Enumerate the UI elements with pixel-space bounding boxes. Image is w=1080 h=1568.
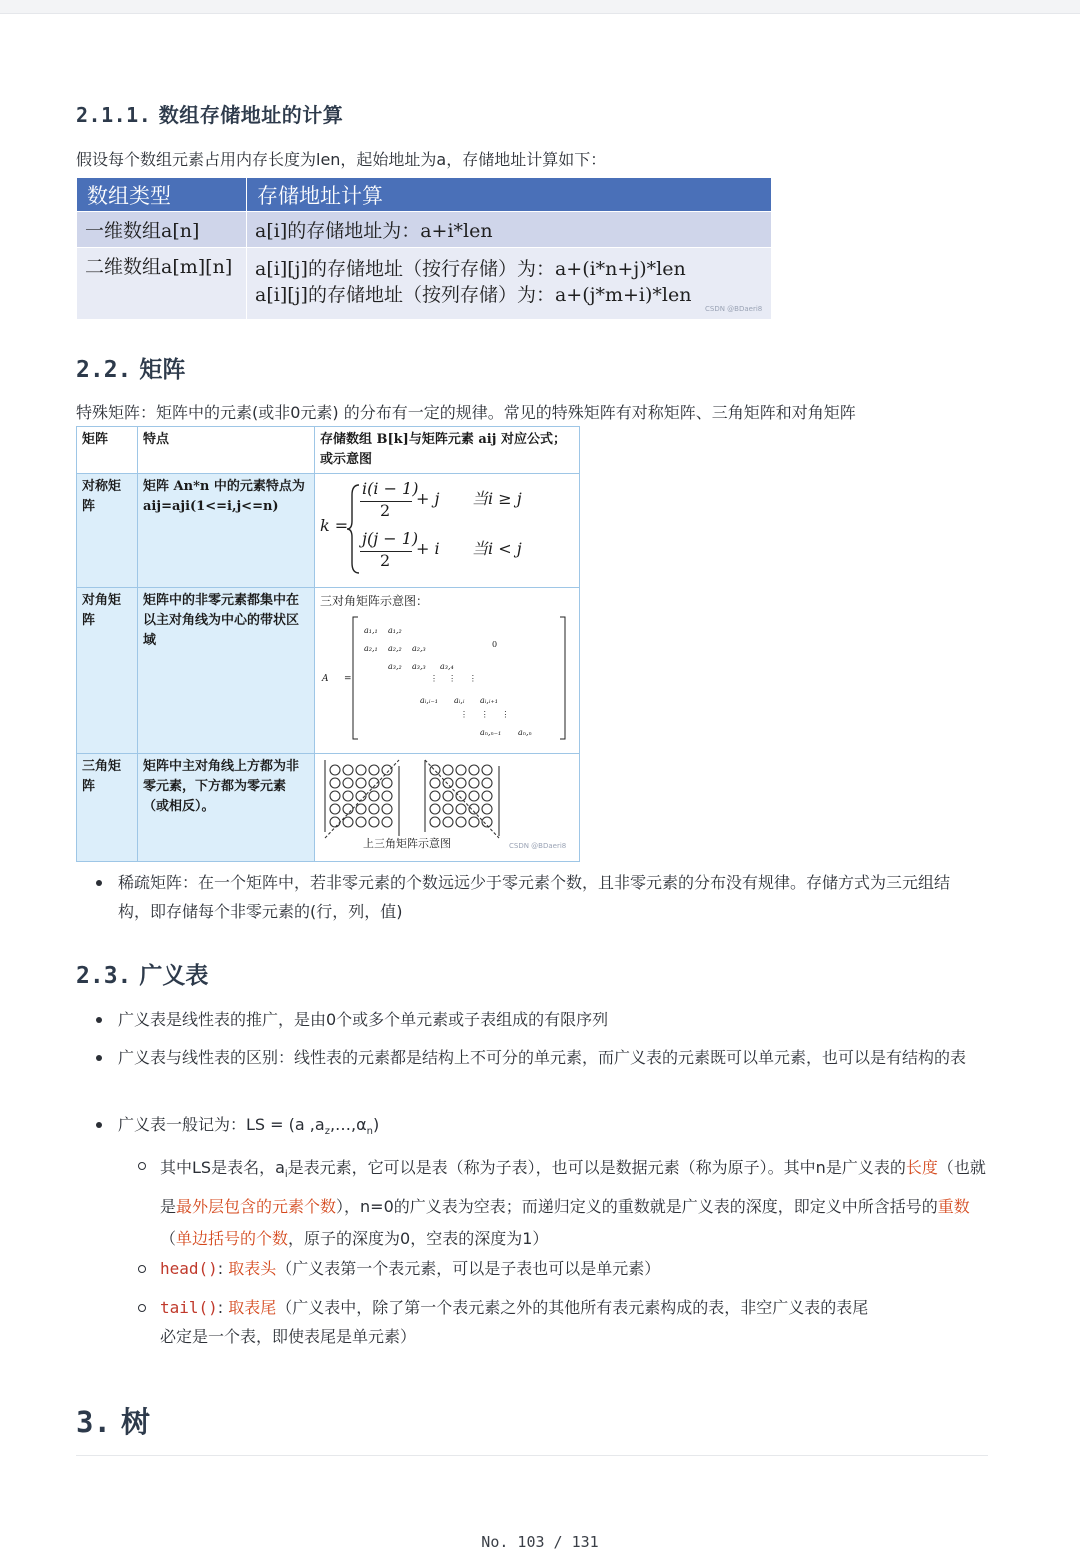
table-header: 矩阵 xyxy=(77,427,138,474)
table-cell xyxy=(247,248,772,320)
condition-1: 当i ≥ j xyxy=(472,489,522,508)
section-title: 矩阵 xyxy=(139,357,186,383)
section-number: 3. xyxy=(76,1405,111,1439)
highlight-depth: 重数 xyxy=(937,1197,970,1217)
numerator-2: j(j − 1) xyxy=(362,529,419,548)
page-number: No. 103 / 131 xyxy=(481,1533,599,1551)
gl-sub-head xyxy=(160,1254,988,1283)
table-header: 存储数组 B[k]与矩阵元素 aij 对应公式；或示意图 xyxy=(315,427,580,474)
highlight-head: 取表头 xyxy=(228,1259,277,1278)
element-a33: a₃,₃ xyxy=(412,662,426,671)
text-span: （ xyxy=(160,1229,177,1249)
element-ann-1: aₙ,ₙ₋₁ xyxy=(480,728,502,737)
element-aii+1: aᵢ,ᵢ₊₁ xyxy=(480,696,498,705)
element-a34: a₃,₄ xyxy=(440,662,454,671)
notation-end: ) xyxy=(373,1115,380,1134)
table-cell: 三角矩阵 xyxy=(77,754,138,862)
matrix-intro: 特殊矩阵：矩阵中的元素(或非0元素) 的分布有一定的规律。常见的特殊矩阵有对称矩阵、三角矩阵和对角矩阵 xyxy=(76,403,856,422)
plus-term-1: + j xyxy=(416,489,440,508)
element-a32: a₃,₂ xyxy=(388,662,402,671)
intro-paragraph: 假设每个数组元素占用内存长度为len，起始地址为a，存储地址计算如下： xyxy=(76,150,607,169)
text-span: （广义表第一个表元素，可以是子表也可以是单元素） xyxy=(276,1259,661,1278)
numerator-1: i(i − 1) xyxy=(362,479,419,498)
gl-sub-1: 其中LS是表名，$a_i$是表元素，它可以是表（称为子表），也可以是数据元素（称为原子）。其中n是广义表的长度（也就是最外层包含的元素个数），n=0的广义表为空表；而递归定义的重数就是广义表的深度，即定义中所含括号的重数（单边括号的个数，原子的深度为0，空表的深度为1） xyxy=(160,1158,986,1249)
text-span: 义表的 xyxy=(857,1158,906,1177)
element-a12: a₁,₂ xyxy=(388,626,402,635)
section-heading-2-3 xyxy=(76,957,208,990)
plus-term-2: + i xyxy=(416,539,440,558)
element-a11: a₁,₁ xyxy=(364,626,378,635)
element-ann: aₙ,ₙ xyxy=(518,728,532,737)
triangular-cell xyxy=(315,754,580,862)
element-aii-1: aᵢ,ᵢ₋₁ xyxy=(420,696,438,705)
text-span: （也就是 xyxy=(160,1158,986,1217)
denominator-1: 2 xyxy=(380,501,391,520)
table-cell: 矩阵中的非零元素都集中在以主对角线为中心的带状区域 xyxy=(138,588,315,754)
section-heading-2-2 xyxy=(76,351,185,384)
tri-caption: 上三角矩阵示意图 xyxy=(363,837,451,850)
section-number: 2.1.1. xyxy=(76,103,152,127)
bullet-dot xyxy=(96,1122,102,1128)
table-cell: 对称矩阵 xyxy=(77,474,138,588)
sub-bullet-circle xyxy=(138,1304,146,1312)
equals-sign: = xyxy=(344,674,352,684)
text-span: （广义表中，除了第一个表元素之外的其他所有表元素构成的表，非空广义表的表尾 xyxy=(276,1298,869,1317)
text-span: 是表元素，它可以是表（称为子表），也可以是数据元素（称为原子）。其中n是广 xyxy=(287,1158,858,1177)
text-span: ），n=0的广义表为空表；而递归定义的重数就是广义表的 xyxy=(336,1197,746,1217)
code-head: head() xyxy=(160,1259,218,1278)
notation-mid: ,…,α xyxy=(329,1115,367,1134)
element-aii: aᵢ,ᵢ xyxy=(454,696,465,705)
section-title: 数组存储地址的计算 xyxy=(158,103,344,127)
symmetric-formula-cell xyxy=(315,474,580,588)
section-number: 2.3. xyxy=(76,963,132,989)
matrix-table xyxy=(76,426,580,862)
sub-bullet-circle xyxy=(138,1162,146,1170)
text-span: : xyxy=(217,1298,224,1317)
text-span: ，原子的深度为0，空表的深度为1） xyxy=(288,1229,549,1249)
ellipsis: ⋮ ⋮ ⋮ xyxy=(460,710,510,719)
calc-row-major: a[i][j]的存储地址（按行存储）为：a+(i*n+j)*len xyxy=(255,257,686,280)
gl-bullet-1: 广义表是线性表的推广，是由0个或多个单元素或子表组成的有限序列 xyxy=(118,1010,609,1029)
highlight-paren-count: 单边括号的个数 xyxy=(176,1229,289,1249)
watermark: CSDN @BDaeri8 xyxy=(509,842,567,850)
table-cell: 矩阵 An*n 中的元素特点为 aij=aji(1<=i,j<=n) xyxy=(138,474,315,588)
tridiagonal-cell xyxy=(315,588,580,754)
section-heading-2-1-1 xyxy=(76,99,343,128)
divider xyxy=(76,1455,988,1456)
highlight-tail: 取表尾 xyxy=(228,1298,277,1317)
table-cell: 一维数组a[n] xyxy=(77,212,247,248)
matrix-label: A xyxy=(322,674,329,684)
code-tail: tail() xyxy=(160,1298,218,1317)
section-number: 2.2. xyxy=(76,357,132,383)
bullet-dot xyxy=(96,1055,102,1061)
condition-2: 当i < j xyxy=(472,539,522,558)
section-heading-3 xyxy=(76,1400,150,1441)
section-title: 广义表 xyxy=(139,963,209,989)
gl-sub-tail xyxy=(160,1293,988,1351)
bullet-dot xyxy=(96,1017,102,1023)
bullet-dot xyxy=(96,880,102,886)
brace-icon xyxy=(346,483,362,575)
sub-bullet-circle xyxy=(138,1265,146,1273)
element-a22: a₂,₂ xyxy=(388,644,402,653)
gl-bullet-2: 广义表与线性表的区别：线性表的元素都是结构上不可分的单元素，而广义表的元素既可以单元素，也可以是有结构的表 xyxy=(118,1048,967,1067)
text-span: 深度，即定义中所含括号的 xyxy=(745,1197,938,1217)
denominator-2: 2 xyxy=(380,551,391,570)
notation-prefix: 广义表一般记为：LS = (a ,a xyxy=(118,1115,325,1134)
gl-bullet-3: 广义表一般记为：LS = (a $,a_z,\dots,\alpha_n$) xyxy=(118,1115,380,1138)
table-header: 存储地址计算 xyxy=(247,178,772,212)
table-cell: 二维数组a[m][n] xyxy=(77,248,247,320)
top-bar xyxy=(0,0,1080,14)
text-span: 必定是一个表，即使表尾是单元素） xyxy=(160,1327,417,1346)
address-table xyxy=(76,177,772,320)
element-a21: a₂,₁ xyxy=(364,644,378,653)
sparse-matrix-text: 稀疏矩阵：在一个矩阵中，若非零元素的个数远远少于零元素个数，且非零元素的分布没有规律。存储方式为三元组结构，即存储每个非零元素的(行，列，值) xyxy=(118,873,951,921)
table-cell: 对角矩阵 xyxy=(77,588,138,754)
highlight-outer-count: 最外层包含的元素个数 xyxy=(176,1197,337,1217)
symmetric-formula xyxy=(320,479,532,579)
table-header: 数组类型 xyxy=(77,178,247,212)
text-span: : xyxy=(217,1259,224,1278)
watermark: CSDN @BDaeri8 xyxy=(705,305,763,313)
text-span: 其中LS是表名，a xyxy=(160,1158,285,1177)
highlight-length: 长度 xyxy=(905,1158,938,1177)
table-header: 特点 xyxy=(138,427,315,474)
tridiagonal-matrix xyxy=(320,611,570,743)
formula-k: k = xyxy=(320,516,349,535)
table-cell: 矩阵中主对角线上方都为非零元素，下方都为零元素（或相反）。 xyxy=(138,754,315,862)
element-a23: a₂,₃ xyxy=(412,644,426,653)
zero-upper: 0 xyxy=(492,640,498,649)
ellipsis: ⋮ ⋮ ⋮ xyxy=(430,674,477,683)
table-cell: a[i]的存储地址为：a+i*len xyxy=(247,212,772,248)
section-title: 树 xyxy=(121,1405,151,1439)
diag-caption: 三对角矩阵示意图： xyxy=(320,594,429,608)
calc-column-major: a[i][j]的存储地址（按列存储）为：a+(j*m+i)*len xyxy=(255,283,692,306)
